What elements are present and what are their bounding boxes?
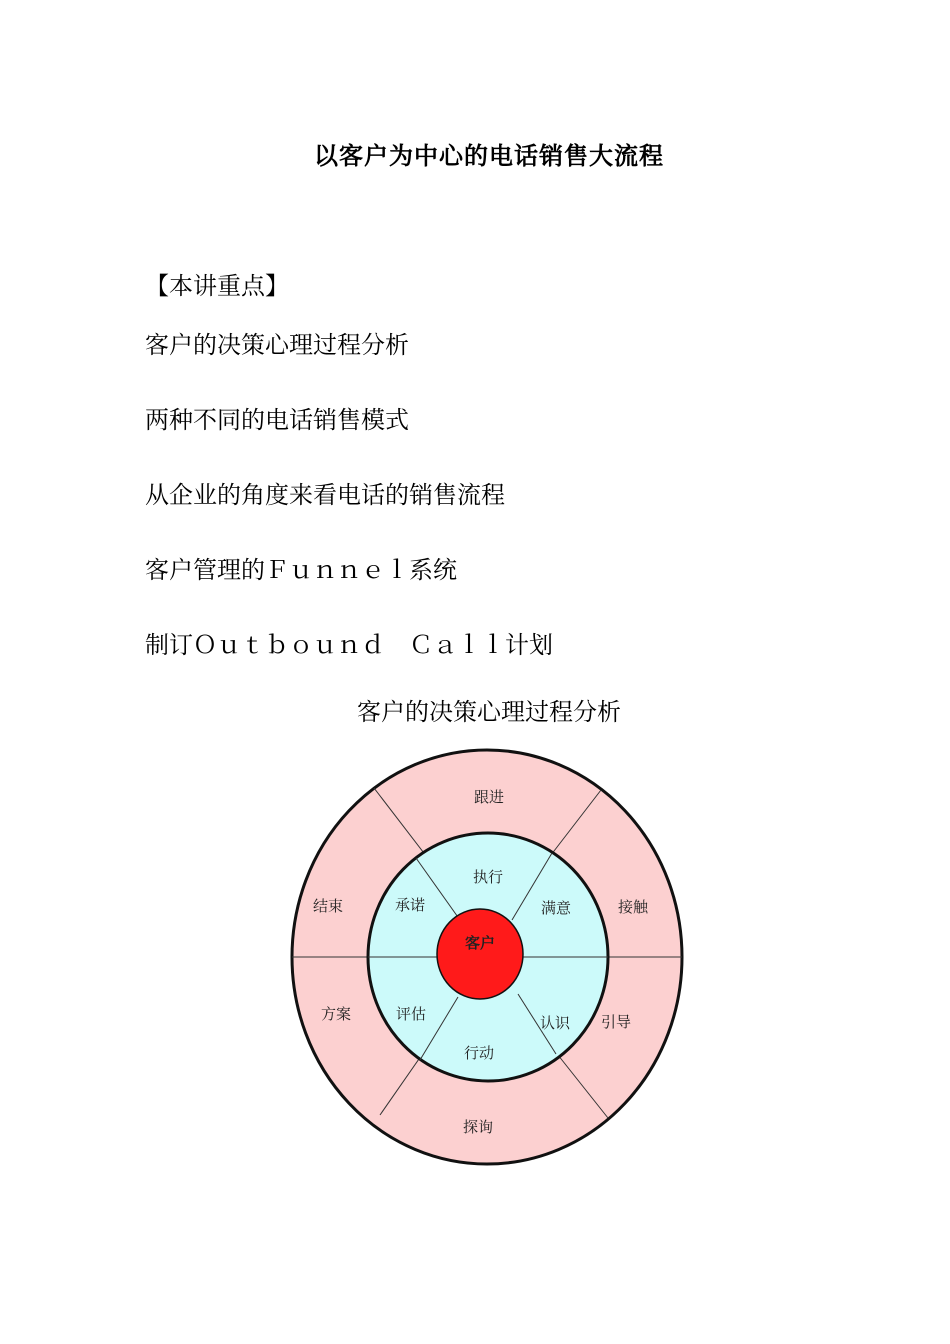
section-heading: 【本讲重点】 — [145, 272, 289, 300]
list-item: 制订Ｏｕｔｂｏｕｎｄ Ｃａｌｌ计划 — [145, 631, 553, 659]
customer-decision-wheel — [290, 748, 686, 1168]
outer-label-lower-right: 引导 — [600, 1013, 632, 1031]
diagram-caption: 客户的决策心理过程分析 — [357, 698, 621, 726]
key-points-list — [145, 330, 553, 705]
inner-label-top: 执行 — [472, 868, 504, 886]
inner-label-upper-right: 满意 — [540, 899, 572, 917]
outer-label-top: 跟进 — [473, 788, 505, 806]
list-item: 从企业的角度来看电话的销售流程 — [145, 481, 505, 509]
inner-label-bottom: 行动 — [463, 1044, 495, 1062]
inner-label-upper-left: 承诺 — [394, 896, 426, 914]
center-label: 客户 — [464, 934, 496, 952]
list-item: 客户的决策心理过程分析 — [145, 331, 409, 359]
page-title: 以客户为中心的电话销售大流程 — [314, 142, 664, 170]
outer-label-upper-right: 接触 — [617, 898, 649, 916]
inner-label-lower-left: 评估 — [395, 1005, 427, 1023]
outer-label-bottom: 探询 — [462, 1118, 494, 1136]
outer-label-upper-left: 结束 — [312, 897, 344, 915]
inner-label-lower-right: 认识 — [539, 1014, 571, 1032]
center-circle — [437, 909, 523, 999]
list-item: 两种不同的电话销售模式 — [145, 406, 409, 434]
outer-label-lower-left: 方案 — [320, 1005, 352, 1023]
list-item: 客户管理的Ｆｕｎｎｅｌ系统 — [145, 556, 457, 584]
wheel-svg — [290, 748, 686, 1168]
